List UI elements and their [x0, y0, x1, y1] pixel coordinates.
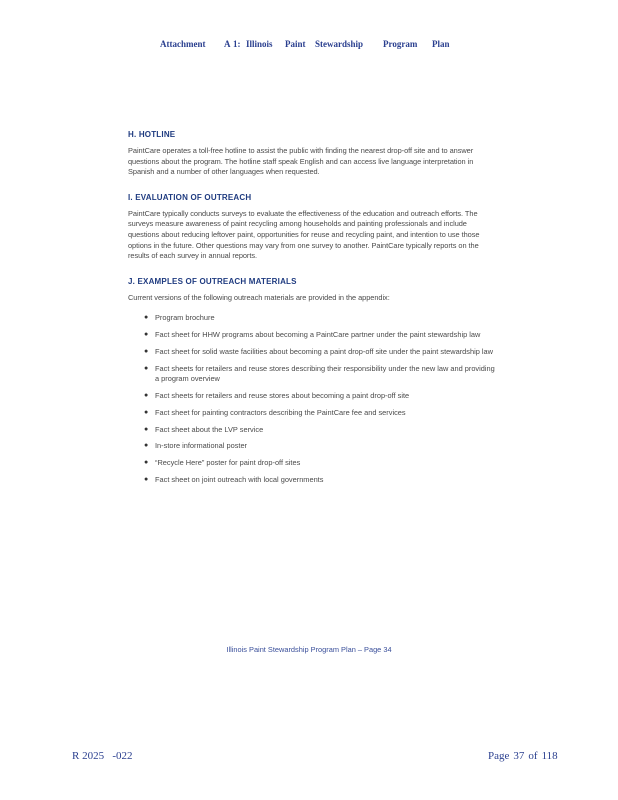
header-word: Illinois — [246, 39, 273, 49]
list-item-text: Fact sheet on joint outreach with local governments — [155, 474, 324, 484]
header-word: Stewardship — [315, 39, 364, 49]
header-word: Program — [383, 39, 418, 49]
bullet-icon: ● — [144, 442, 149, 450]
bullet-icon: ● — [144, 364, 149, 372]
bullet-icon: ● — [144, 314, 149, 322]
list-item — [128, 441, 496, 452]
page-counter — [488, 750, 562, 762]
bullet-icon: ● — [144, 425, 149, 433]
section-evaluation — [128, 192, 496, 262]
section-body: PaintCare operates a toll-free hotline to assist the public with finding the nearest drop-off site and to answer questions about the program. The hotline staff speak English and can access live language interpretation in Spanish and a number of other languages when requested. — [128, 146, 474, 177]
section-examples — [128, 276, 496, 486]
page-number: 37 — [513, 750, 525, 762]
list-item-text: In-store informational poster — [155, 441, 248, 451]
bullet-icon: ● — [144, 459, 149, 467]
section-intro: Current versions of the following outreach materials are provided in the appendix: — [128, 292, 390, 302]
list-item-text: “Recycle Here” poster for paint drop-off sites — [155, 458, 301, 468]
list-item-text: Fact sheet about the LVP service — [155, 424, 264, 434]
list-item — [128, 347, 496, 358]
header-word: Attachment — [160, 39, 206, 49]
list-item-text: Fact sheet for solid waste facilities about becoming a paint drop-off site under the paint stewardship law — [155, 346, 493, 356]
total-pages: 118 — [541, 750, 558, 762]
of-label: of — [528, 750, 538, 762]
list-item — [128, 475, 496, 486]
list-item — [128, 458, 496, 469]
list-item-text: Fact sheet for painting contractors describing the PaintCare fee and services — [155, 407, 406, 417]
bullet-icon: ● — [144, 475, 149, 483]
section-title: I. EVALUATION OF OUTREACH — [128, 192, 252, 202]
header-word: 1: — [233, 39, 241, 49]
list-item-text: Fact sheets for retailers and reuse stores about becoming a paint drop-off site — [155, 391, 410, 401]
section-title: H. HOTLINE — [128, 130, 176, 139]
section-hotline — [128, 129, 496, 178]
section-body: PaintCare typically conducts surveys to evaluate the effectiveness of the education and outreach efforts. The surveys measure awareness of paint recycling among households and painting professionals and include questions about reducing leftover paint, opportunities for reuse and recycling paint, and intention to use those options in the future. Other questions may vary from one survey to another. PaintCare typically reports on the results of each survey in annual reports. — [128, 208, 480, 261]
list-item — [128, 313, 496, 324]
header-word: Paint — [285, 39, 306, 49]
list-item — [128, 391, 496, 402]
list-item-text: Program brochure — [155, 313, 215, 323]
section-title: J. EXAMPLES OF OUTREACH MATERIALS — [128, 276, 297, 286]
header-word: Plan — [432, 39, 450, 49]
list-item — [128, 364, 496, 385]
list-item — [128, 425, 496, 436]
list-item-text: Fact sheets for retailers and reuse stores describing their responsibility under the new law and providing a program overview — [155, 363, 495, 384]
bullet-icon: ● — [144, 347, 149, 355]
list-item — [128, 408, 496, 419]
header-word: A — [224, 39, 231, 49]
bullet-icon: ● — [144, 408, 149, 416]
document-id: R 2025 -022 — [72, 750, 133, 762]
page-label: Page — [488, 750, 510, 762]
bullet-icon: ● — [144, 392, 149, 400]
list-item — [128, 330, 496, 341]
plan-page-footer: Illinois Paint Stewardship Program Plan – Page 34 — [226, 645, 392, 654]
page-content — [128, 129, 496, 492]
list-item-text: Fact sheet for HHW programs about becoming a PaintCare partner under the paint stewardship law — [155, 330, 481, 340]
bullet-icon: ● — [144, 331, 149, 339]
outreach-materials-list — [128, 313, 496, 485]
document-header — [160, 39, 460, 51]
